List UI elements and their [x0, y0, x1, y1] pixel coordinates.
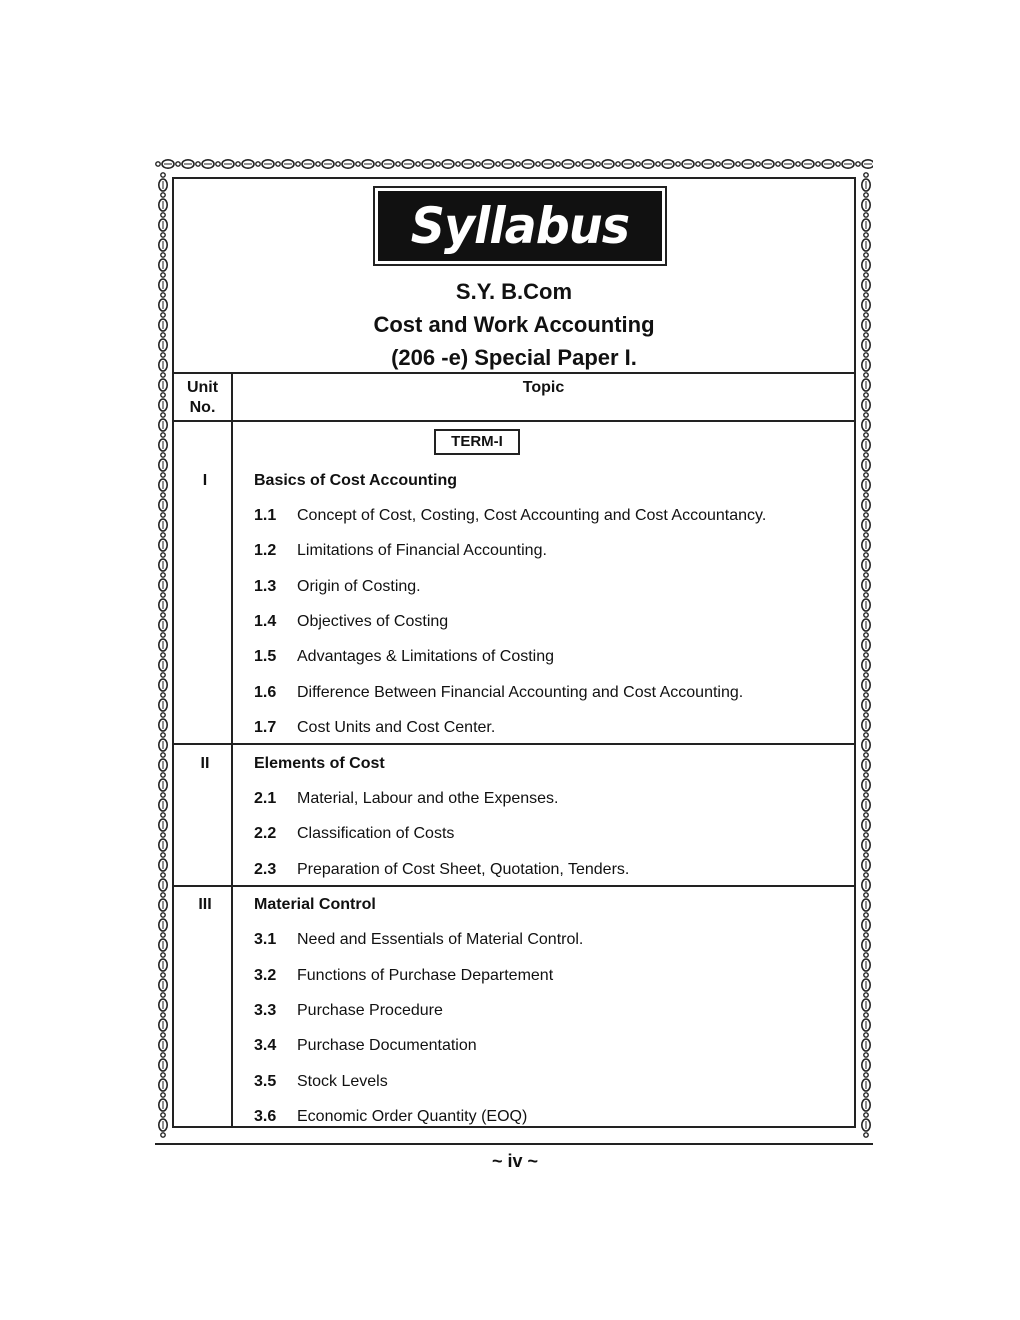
- item-text: Functions of Purchase Departement: [297, 967, 554, 984]
- paper-title: (206 -e) Special Paper I.: [391, 345, 637, 370]
- list-item: [254, 861, 629, 879]
- item-text: Classification of Costs: [297, 825, 455, 842]
- item-text: Purchase Procedure: [297, 1002, 443, 1019]
- unit-title-3: Material Control: [254, 896, 376, 913]
- item-number: 3.2: [254, 967, 277, 984]
- item-text: Limitations of Financial Accounting.: [297, 542, 547, 559]
- item-text: Objectives of Costing: [297, 613, 449, 630]
- item-text: Origin of Costing.: [297, 578, 421, 595]
- page-number: ~ iv ~: [491, 1151, 539, 1171]
- item-number: 2.1: [254, 790, 277, 807]
- list-item: [254, 648, 554, 666]
- item-number: 1.7: [254, 719, 277, 736]
- list-item: [254, 1073, 388, 1091]
- list-item: [254, 1037, 477, 1055]
- list-item: [254, 542, 547, 560]
- chain-border-left: [155, 172, 171, 1138]
- unit-separator-1: [174, 743, 854, 745]
- item-text: Concept of Cost, Costing, Cost Accounting and Cost Accountancy.: [297, 507, 767, 524]
- header-bottom-rule: [174, 420, 854, 422]
- item-number: 1.4: [254, 613, 277, 630]
- item-text: Advantages & Limitations of Costing: [297, 648, 555, 665]
- unit-header-line2: No.: [189, 399, 216, 416]
- item-number: 2.3: [254, 861, 277, 878]
- logo-background: [378, 191, 662, 261]
- item-text: Need and Essentials of Material Control.: [297, 931, 584, 948]
- logo-text: Syllabus: [410, 197, 630, 255]
- list-item: [254, 684, 743, 702]
- item-number: 3.4: [254, 1037, 277, 1054]
- item-number: 2.2: [254, 825, 277, 842]
- item-text: Economic Order Quantity (EOQ): [297, 1108, 528, 1125]
- chain-border-top: [155, 156, 873, 172]
- footer-rule: [155, 1143, 873, 1145]
- item-text: Purchase Documentation: [297, 1037, 477, 1054]
- syllabus-logo: [373, 186, 667, 266]
- item-text: Stock Levels: [297, 1073, 388, 1090]
- item-number: 3.6: [254, 1108, 277, 1125]
- subject-title: Cost and Work Accounting: [373, 312, 655, 337]
- list-item: [254, 790, 559, 808]
- item-number: 1.3: [254, 578, 277, 595]
- list-item: [254, 931, 583, 949]
- list-item: [254, 1108, 527, 1126]
- unit-number-3: III: [198, 896, 212, 913]
- unit-number-1: I: [202, 472, 208, 489]
- unit-separator-2: [174, 885, 854, 887]
- table-top-rule: [174, 372, 854, 374]
- list-item: [254, 719, 495, 737]
- item-text: Difference Between Financial Accounting and Cost Accounting.: [297, 684, 744, 701]
- item-text: Cost Units and Cost Center.: [297, 719, 496, 736]
- syllabus-frame: [172, 177, 856, 1128]
- unit-title-1: Basics of Cost Accounting: [254, 472, 457, 489]
- item-text: Material, Labour and othe Expenses.: [297, 790, 559, 807]
- unit-title-2: Elements of Cost: [254, 755, 385, 772]
- unit-number-2: II: [200, 755, 210, 772]
- item-number: 3.1: [254, 931, 277, 948]
- item-number: 3.3: [254, 1002, 277, 1019]
- list-item: [254, 1002, 443, 1020]
- class-name: S.Y. B.Com: [455, 279, 573, 304]
- list-item: [254, 613, 448, 631]
- chain-border-right: [858, 172, 874, 1138]
- list-item: [254, 578, 421, 596]
- item-number: 1.6: [254, 684, 277, 701]
- item-number: 1.2: [254, 542, 277, 559]
- item-text: Preparation of Cost Sheet, Quotation, Tenders.: [297, 861, 630, 878]
- topic-column-header: Topic: [522, 379, 565, 396]
- unit-column-header: [174, 378, 231, 418]
- unit-header-line1: Unit: [186, 379, 219, 396]
- item-number: 1.5: [254, 648, 277, 665]
- term-badge: TERM-I: [434, 429, 520, 455]
- item-number: 1.1: [254, 507, 277, 524]
- list-item: [254, 507, 766, 525]
- list-item: [254, 967, 553, 985]
- item-number: 3.5: [254, 1073, 277, 1090]
- list-item: [254, 825, 454, 843]
